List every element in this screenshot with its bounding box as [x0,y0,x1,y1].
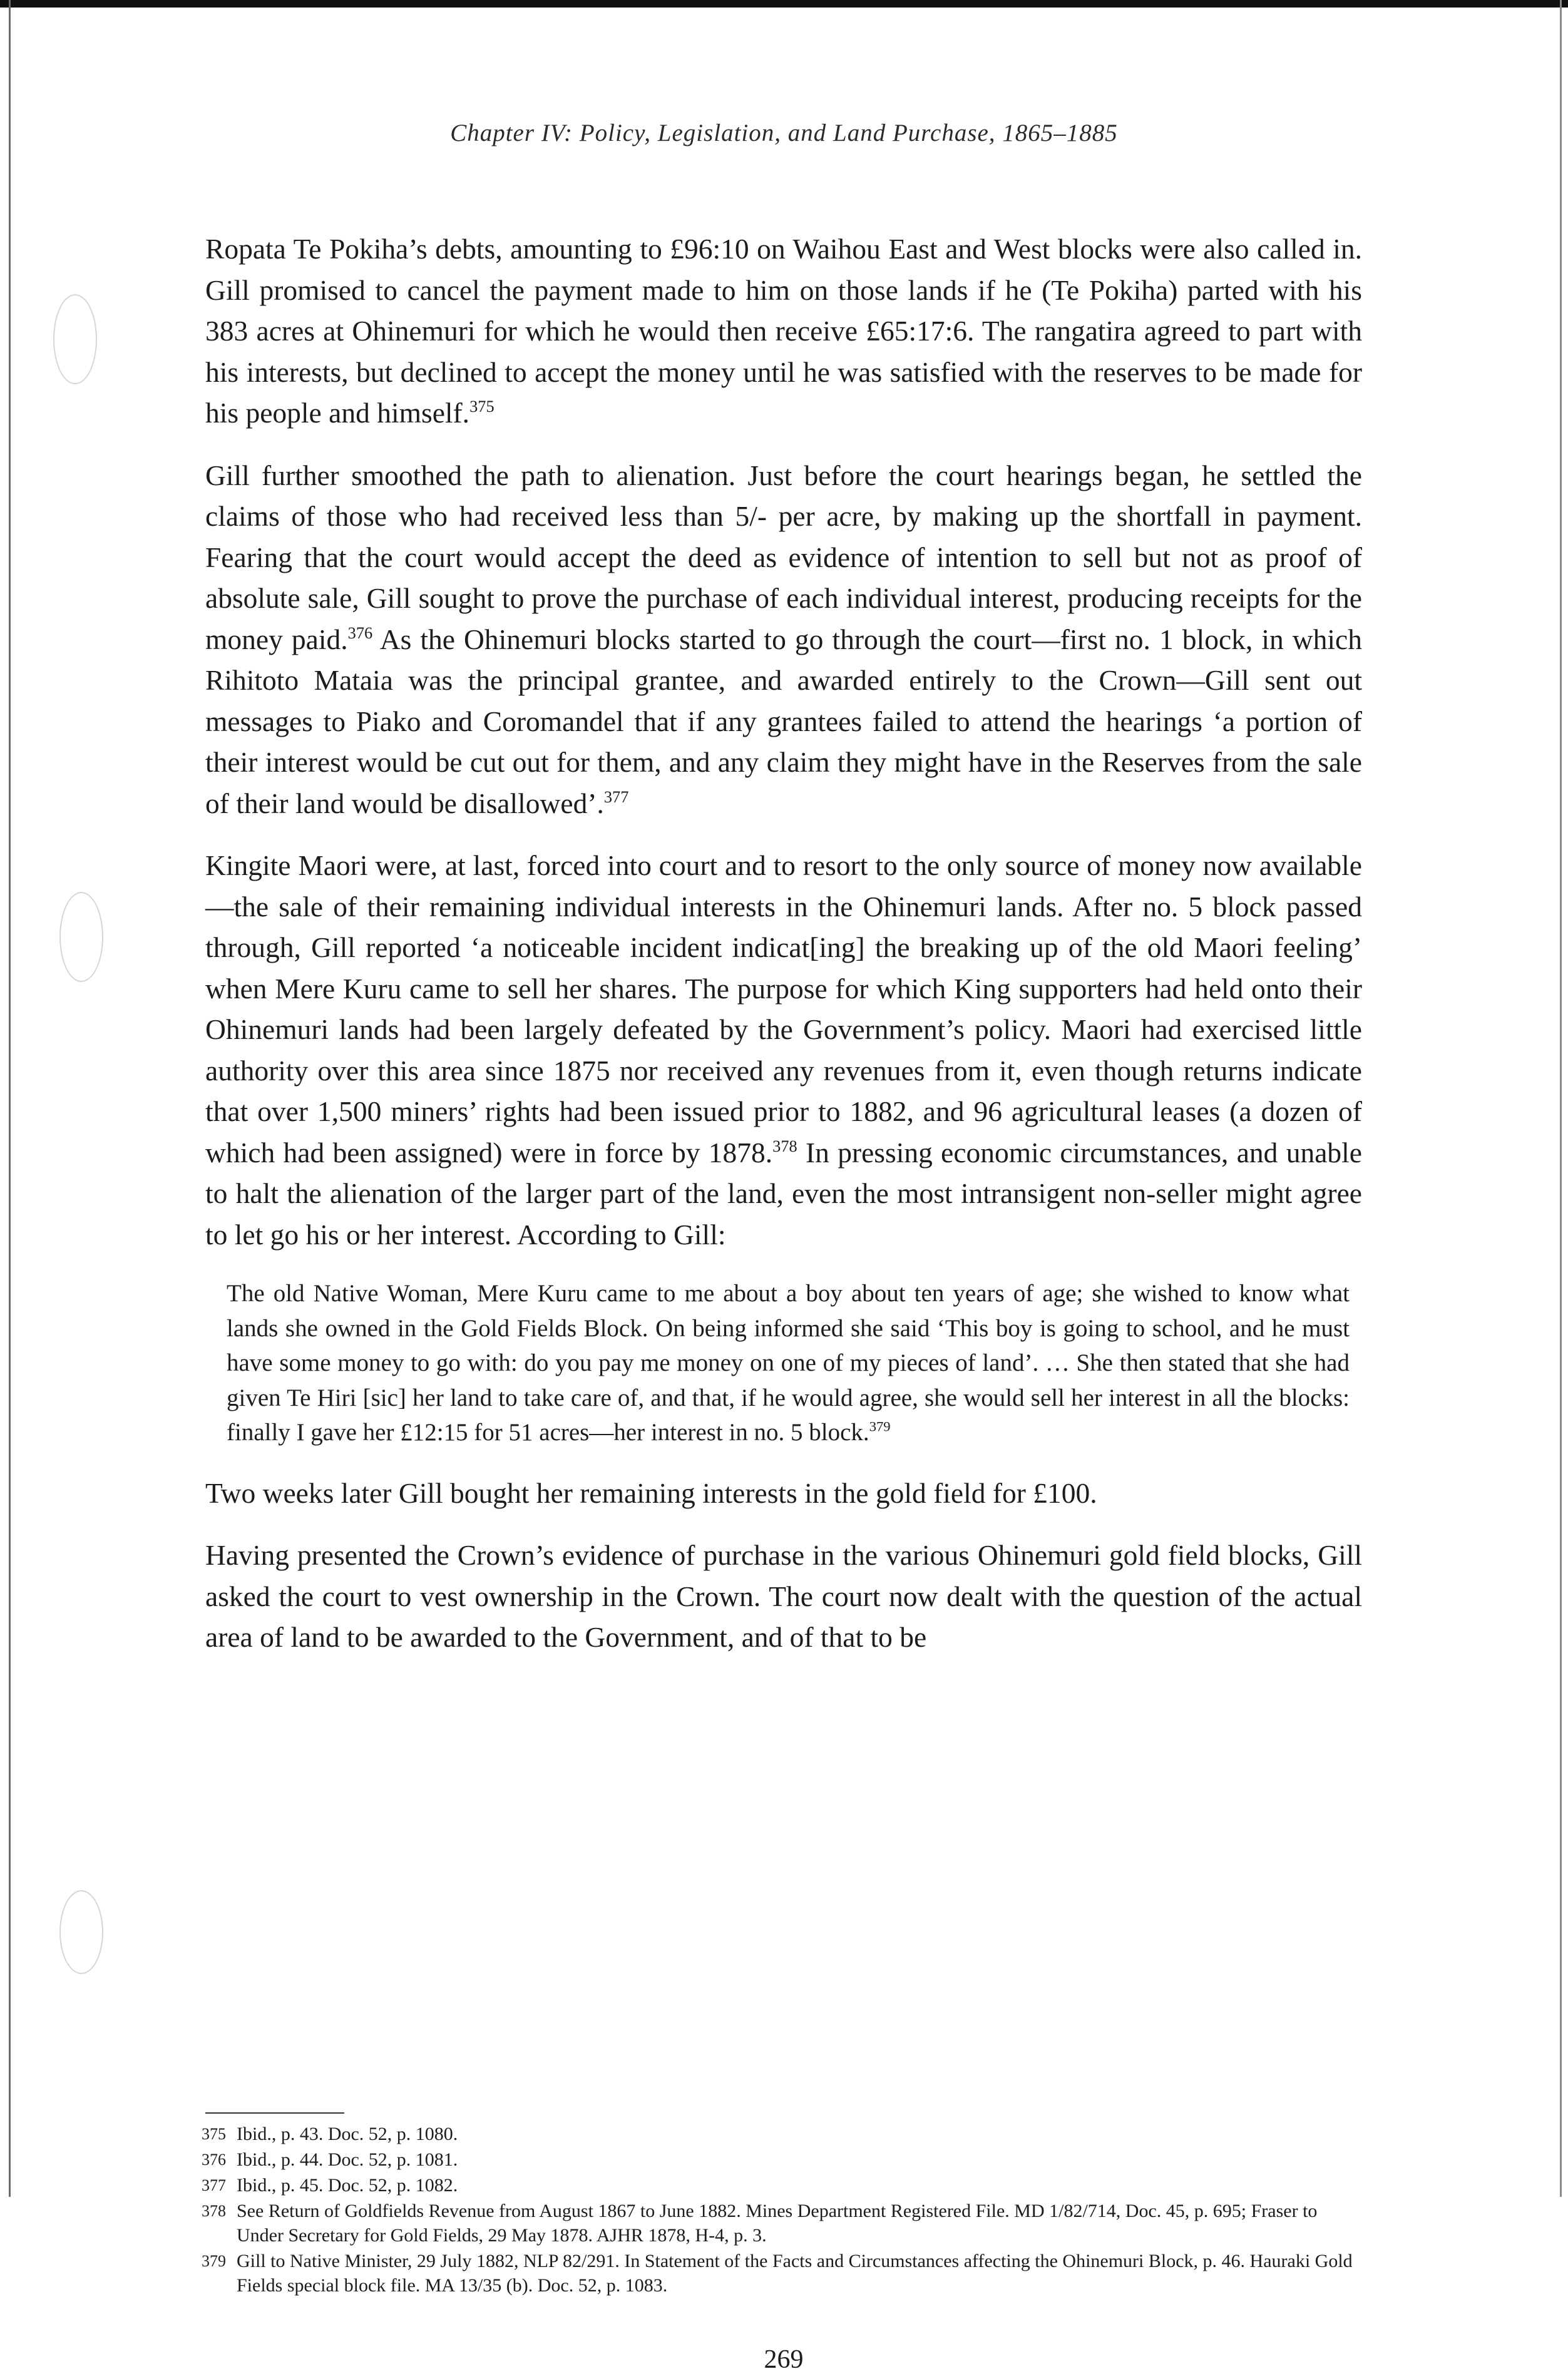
paragraph-1 [205,228,1362,434]
footnote-text: Ibid., p. 44. Doc. 52, p. 1081. [237,2149,458,2170]
running-head: Chapter IV: Policy, Legislation, and Land Purchase, 1865–1885 [450,120,1118,146]
footnote-ref: 378 [772,1136,797,1155]
paragraph-2 [205,455,1362,824]
paragraph-2-text-a: Gill further smoothed the path to alienation. Just before the court hearings began, he settled the claims of those who had received less than 5/- per acre, by making up the shortfall in payment. Fearing that the court would accept the deed as evidence of intention to sell but not as proof of absolute sale, Gill sought to prove the purchase of each individual interest, producing receipts for the money paid. [205,459,1362,655]
footnote-number: 377 [202,2176,226,2194]
footnote-text: See Return of Goldfields Revenue from August 1867 to June 1882. Mines Department Registered File. MD 1/82/714, Doc. 45, p. 695; Fraser to Under Secretary for Gold Fields, 29 May 1878. AJHR 1878, H-4, p. 3. [237,2201,1318,2246]
footnote-text: Ibid., p. 45. Doc. 52, p. 1082. [237,2175,458,2196]
scan-left-edge [9,0,11,2197]
footnote [202,2199,1366,2248]
paragraph-5: Having presented the Crown’s evidence of purchase in the various Ohinemuri gold field blocks, Gill asked the court to vest ownership in the Crown. The court now dealt with the question of the actual area of land to be awarded to the Government, and of that to be [205,1539,1362,1653]
paragraph-4: Two weeks later Gill bought her remaining interests in the gold field for £100. [205,1476,1097,1509]
footnote-rule [205,2112,344,2114]
block-quote-text: The old Native Woman, Mere Kuru came to me about a boy about ten years of age; she wished to know what lands she owned in the Gold Fields Block. On being informed she said ‘This boy is going to school, and he must have some money to go with: do you pay me money on one of my pieces of land’. … She then stated that she had given Te Hiri [sic] her land to take care of, and that, if he would agree, she would sell her interest in all the blocks: finally I gave her £12:15 for 51 acres—her interest in no. 5 block. [227,1280,1350,1446]
punch-hole-mark [59,1890,103,1974]
paragraph-3-text-a: Kingite Maori were, at last, forced into court and to resort to the only source of money now available—the sale of their remaining individual interests in the Ohinemuri lands. After no. 5 block passed through, Gill reported ‘a noticeable incident indicat[ing] the breaking up of the old Maori feeling’ when Mere Kuru came to sell her shares. The purpose for which King supporters had held onto their Ohinemuri lands had been largely defeated by the Government’s policy. Maori had exercised little authority over this area since 1875 nor received any revenues from it, even though returns indicate that over 1,500 miners’ rights had been issued prior to 1882, and 96 agricultural leases (a dozen of which had been assigned) were in force by 1878. [205,849,1362,1169]
paragraph-3 [205,845,1362,1255]
footnote [202,2122,1366,2146]
block-quote [205,1276,1362,1450]
footnote-ref: 377 [603,787,629,806]
footnote-number: 376 [202,2151,226,2169]
page-number: 269 [764,2345,804,2374]
paragraph-1-text: Ropata Te Pokiha’s debts, amounting to £96:10 on Waihou East and West blocks were also called in. Gill promised to cancel the payment made to him on those lands if he (Te Pokiha) parted with his 383 acres at Ohinemuri for which he would then receive £65:17:6. The rangatira agreed to part with his interests, but declined to accept the money until he was satisfied with the reserves to be made for his people and himself. [205,233,1362,429]
footnote-number: 378 [202,2202,226,2220]
paragraph-3-text-b: In pressing economic circumstances, and unable to halt the alienation of the larger part of the land, even the most intransigent non-seller might agree to let go his or her interest. According to Gill: [205,1136,1362,1251]
footnote [202,2173,1366,2197]
footnote-text: Gill to Native Minister, 29 July 1882, NLP 82/291. In Statement of the Facts and Circumstances affecting the Ohinemuri Block, p. 46. Hauraki Gold Fields special block file. MA 13/35 (b). Doc. 52, p. 1083. [237,2251,1353,2296]
punch-hole-mark [59,892,103,982]
footnote-ref: 376 [347,623,373,642]
footnote-ref: 379 [869,1418,891,1435]
footnote [202,2147,1366,2172]
punch-hole-mark [53,294,97,384]
footnote [202,2249,1366,2298]
page-number-wrap [202,2345,1366,2374]
body-text [205,228,1362,1679]
footnote-ref: 375 [469,396,494,416]
footnote-number: 375 [202,2125,226,2143]
footnote-number: 379 [202,2252,226,2270]
scan-top-edge [0,0,1568,8]
scan-right-edge [1560,0,1562,2197]
footnote-text: Ibid., p. 43. Doc. 52, p. 1080. [237,2124,458,2144]
paragraph-2-text-b: As the Ohinemuri blocks started to go through the court—first no. 1 block, in which Rihitoto Mataia was the principal grantee, and awarded entirely to the Crown—Gill sent out messages to Piako and Coromandel that if any grantees failed to attend the hearings ‘a portion of their interest would be cut out for them, and any claim they might have in the Reserves from the sale of their land would be disallowed’. [205,623,1362,819]
footnotes [202,2122,1366,2372]
